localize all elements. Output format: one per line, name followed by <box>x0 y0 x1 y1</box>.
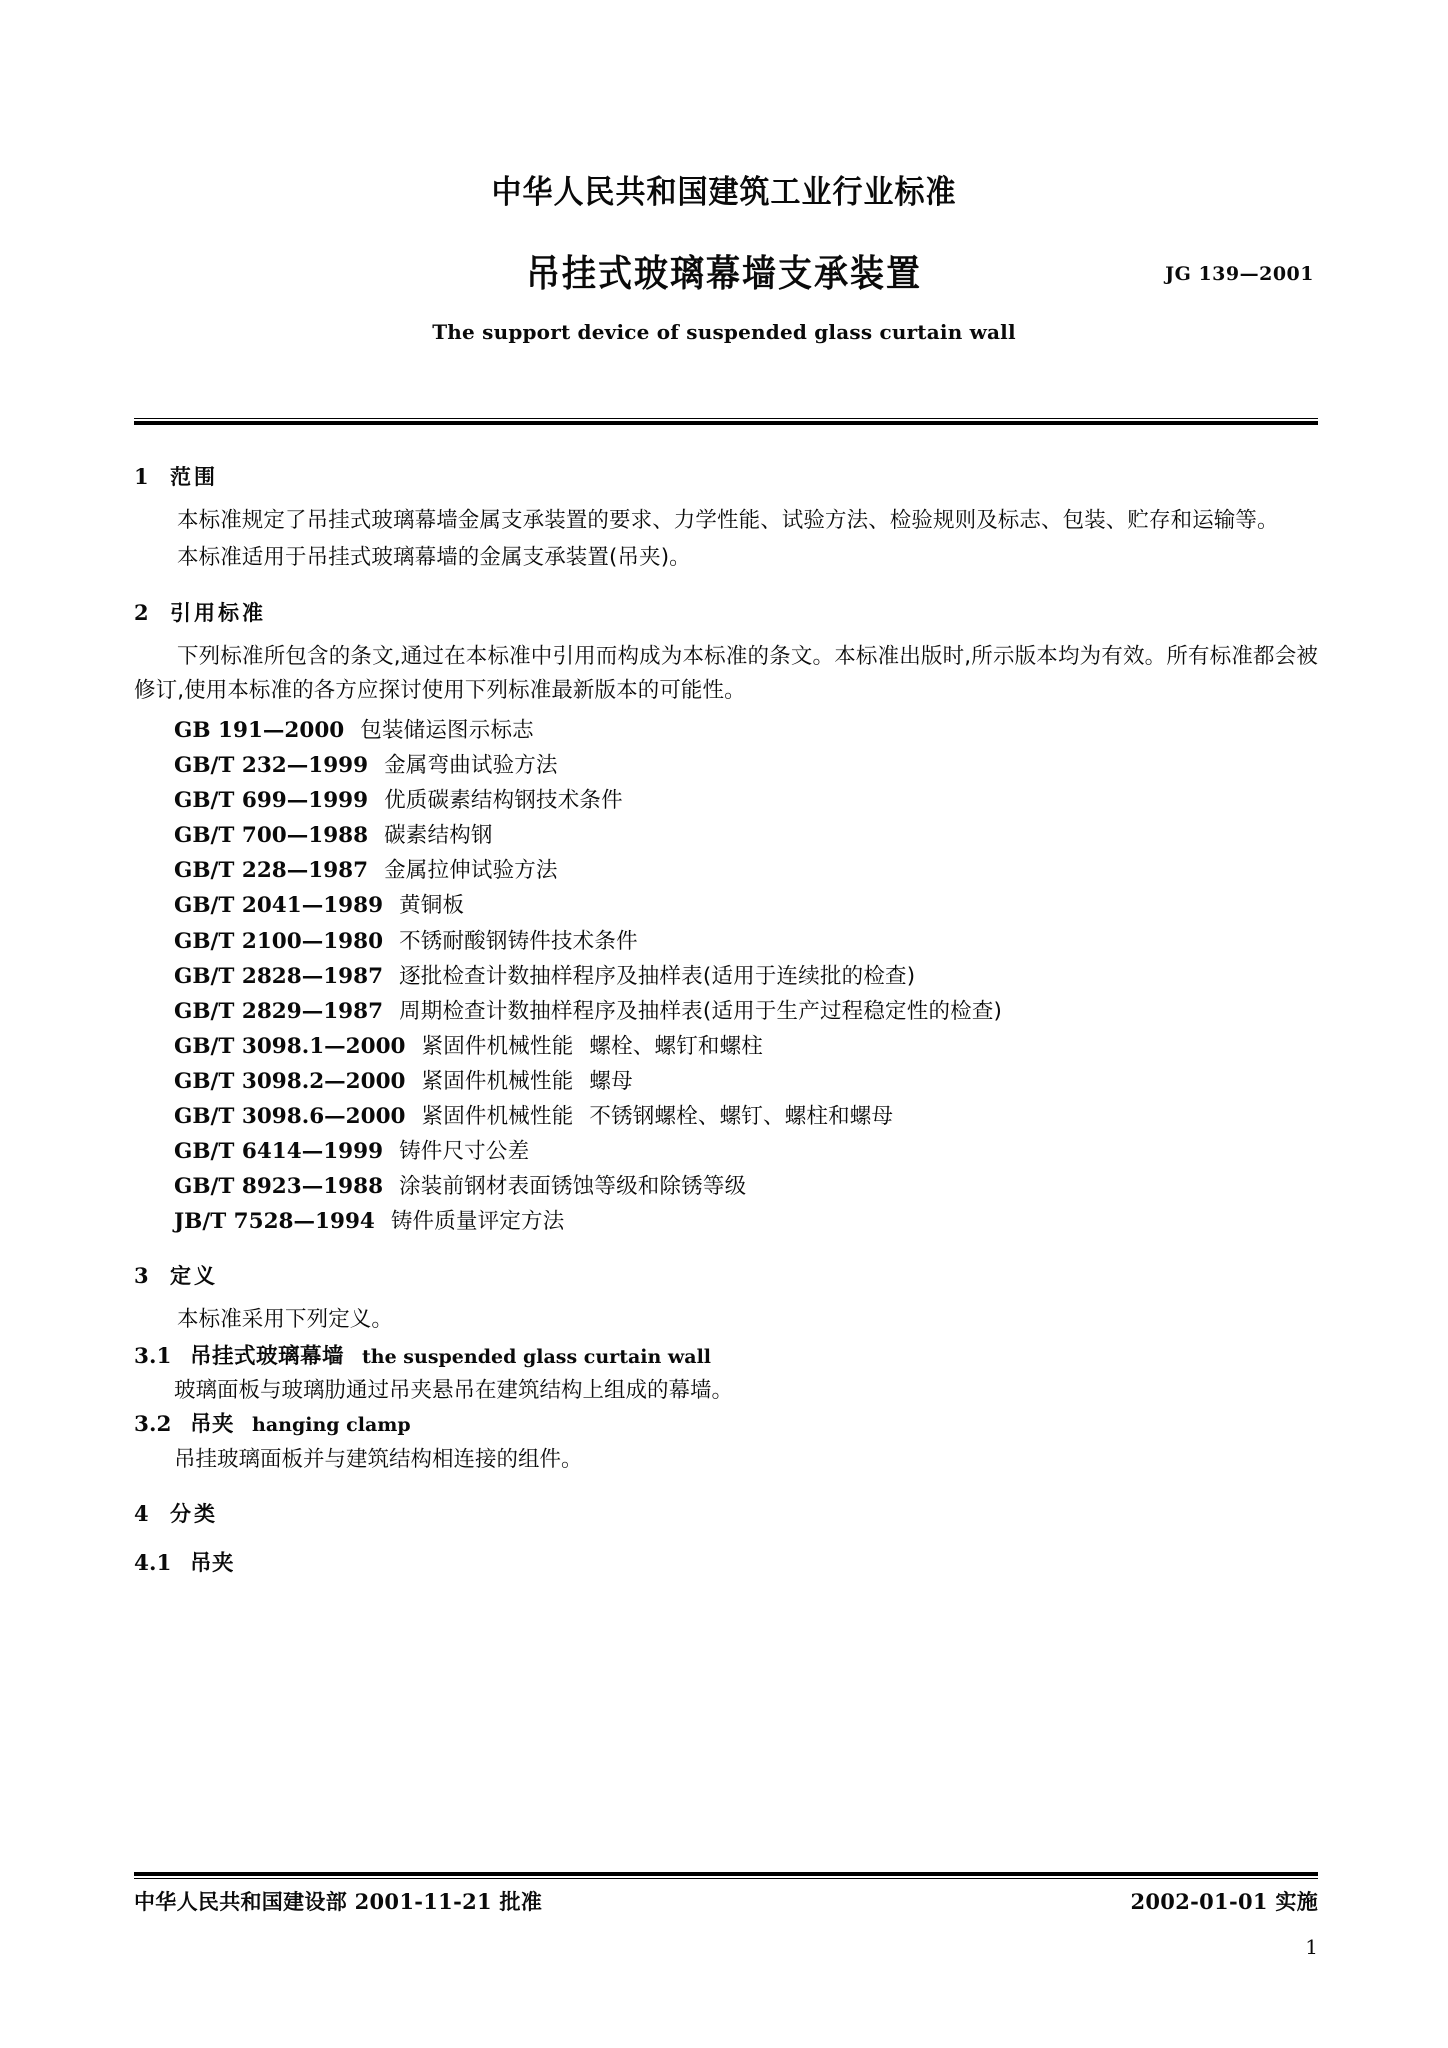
definition-term-chinese: 吊挂式玻璃幕墙 <box>190 1343 345 1369</box>
reference-name: 黄铜板 <box>399 893 465 919</box>
definition-term-chinese: 吊夹 <box>190 1412 235 1438</box>
reference-name: 金属弯曲试验方法 <box>384 753 558 779</box>
reference-name: 金属拉伸试验方法 <box>384 858 558 884</box>
definition-body: 吊挂玻璃面板并与建筑结构相连接的组件。 <box>174 1446 583 1472</box>
page-footer <box>134 1886 1318 1916</box>
reference-code: GB/T 3098.2—2000 <box>174 1068 406 1094</box>
reference-item <box>134 959 1318 994</box>
reference-item <box>134 1134 1318 1169</box>
reference-name: 优质碳素结构钢技术条件 <box>384 788 623 814</box>
reference-name: 逐批检查计数抽样程序及抽样表(适用于连续批的检查) <box>399 963 916 989</box>
reference-item <box>134 783 1318 818</box>
reference-name: 紧固件机械性能 <box>421 1103 574 1129</box>
definition-heading <box>134 1408 1318 1442</box>
subsection-heading-4-1 <box>134 1547 1318 1581</box>
reference-item <box>134 713 1318 748</box>
reference-item <box>134 1099 1318 1134</box>
document-title: 吊挂式玻璃幕墙支承装置 <box>526 252 922 296</box>
reference-code: JB/T 7528—1994 <box>174 1208 375 1234</box>
reference-code: GB/T 3098.1—2000 <box>174 1033 406 1059</box>
section-heading-1 <box>134 466 1318 488</box>
definition-heading <box>134 1340 1318 1374</box>
subsection-title-4-1: 吊夹 <box>190 1551 235 1577</box>
reference-code: GB/T 228—1987 <box>174 858 369 884</box>
reference-item <box>134 748 1318 783</box>
reference-name: 紧固件机械性能 <box>421 1068 574 1094</box>
definition-term-english: the suspended glass curtain wall <box>362 1345 712 1368</box>
section-1-paragraph-2: 本标准适用于吊挂式玻璃幕墙的金属支承装置(吊夹)。 <box>177 544 691 570</box>
reference-name: 不锈耐酸钢铸件技术条件 <box>399 928 638 954</box>
reference-name-secondary: 不锈钢螺栓、螺钉、螺柱和螺母 <box>589 1103 894 1129</box>
reference-code: GB/T 6414—1999 <box>174 1138 384 1164</box>
reference-code: GB/T 700—1988 <box>174 823 369 849</box>
reference-name: 紧固件机械性能 <box>421 1033 574 1059</box>
section-title-2: 引用标准 <box>170 600 266 625</box>
section-number-3: 3 <box>134 1262 150 1288</box>
reference-code: GB/T 8923—1988 <box>174 1173 384 1199</box>
section-1-paragraph-1: 本标准规定了吊挂式玻璃幕墙金属支承装置的要求、力学性能、试验方法、检验规则及标志、包装、贮存和运输等。 <box>177 508 1279 533</box>
definition-term-english: hanging clamp <box>252 1414 411 1437</box>
section-number-4: 4 <box>134 1501 150 1527</box>
page-number: 1 <box>1305 1935 1318 1959</box>
section-title-4: 分类 <box>170 1502 218 1527</box>
document-subtitle-english: The support device of suspended glass curtain wall <box>432 320 1016 344</box>
reference-name: 周期检查计数抽样程序及抽样表(适用于生产过程稳定性的检查) <box>399 998 1003 1024</box>
definitions-list <box>134 1340 1318 1478</box>
reference-name: 碳素结构钢 <box>384 823 493 849</box>
reference-item <box>134 924 1318 959</box>
definition-body: 玻璃面板与玻璃肋通过吊夹悬吊在建筑结构上组成的幕墙。 <box>174 1378 734 1403</box>
section-heading-2 <box>134 599 1318 625</box>
referenced-standards-list <box>134 713 1318 1238</box>
standard-number: JG 139—2001 <box>1165 263 1314 285</box>
footer-divider-rule <box>134 1872 1318 1879</box>
reference-code: GB 191—2000 <box>174 718 345 744</box>
reference-name-secondary: 螺栓、螺钉和螺柱 <box>589 1033 764 1059</box>
section-title-1: 范围 <box>170 465 218 489</box>
reference-item <box>134 853 1318 888</box>
reference-item <box>134 1029 1318 1064</box>
reference-code: GB/T 2829—1987 <box>174 998 384 1024</box>
reference-code: GB/T 232—1999 <box>174 753 369 779</box>
section-heading-3 <box>134 1262 1318 1288</box>
reference-item <box>134 994 1318 1029</box>
definition-number: 3.1 <box>134 1343 172 1369</box>
header-divider-rule <box>134 418 1318 425</box>
reference-code: GB/T 2100—1980 <box>174 928 384 954</box>
reference-item <box>134 888 1318 923</box>
section-heading-4 <box>134 1503 1318 1525</box>
subsection-number-4-1: 4.1 <box>134 1551 172 1577</box>
reference-name: 铸件尺寸公差 <box>399 1138 530 1164</box>
section-title-3: 定义 <box>170 1263 218 1288</box>
effective-date-statement: 2002-01-01 实施 <box>1130 1889 1318 1914</box>
reference-item <box>134 818 1318 853</box>
document-body <box>134 440 1318 1582</box>
section-2-paragraph-1: 下列标准所包含的条文,通过在本标准中引用而构成为本标准的条文。本标准出版时,所示版本均为有效。所有标准都会被修订,使用本标准的各方应探讨使用下列标准最新版本的可能性。 <box>134 643 1318 704</box>
reference-code: GB/T 2828—1987 <box>174 963 384 989</box>
approval-statement: 中华人民共和国建设部 2001-11-21 批准 <box>134 1889 543 1914</box>
section-3-paragraph-1: 本标准采用下列定义。 <box>177 1306 394 1332</box>
reference-item <box>134 1064 1318 1099</box>
reference-name: 包装储运图示标志 <box>360 718 534 744</box>
masthead <box>0 173 1448 212</box>
reference-name: 涂装前钢材表面锈蚀等级和除锈等级 <box>399 1173 747 1199</box>
reference-name-secondary: 螺母 <box>589 1068 633 1094</box>
reference-item <box>134 1204 1318 1239</box>
section-number-1: 1 <box>134 464 150 489</box>
definition-number: 3.2 <box>134 1412 172 1438</box>
reference-code: GB/T 2041—1989 <box>174 893 384 919</box>
reference-code: GB/T 3098.6—2000 <box>174 1103 406 1129</box>
section-number-2: 2 <box>134 599 150 625</box>
title-row <box>0 252 1448 315</box>
reference-code: GB/T 699—1999 <box>174 788 369 814</box>
masthead-title: 中华人民共和国建筑工业行业标准 <box>491 173 957 212</box>
reference-name: 铸件质量评定方法 <box>390 1208 565 1234</box>
reference-item <box>134 1169 1318 1204</box>
